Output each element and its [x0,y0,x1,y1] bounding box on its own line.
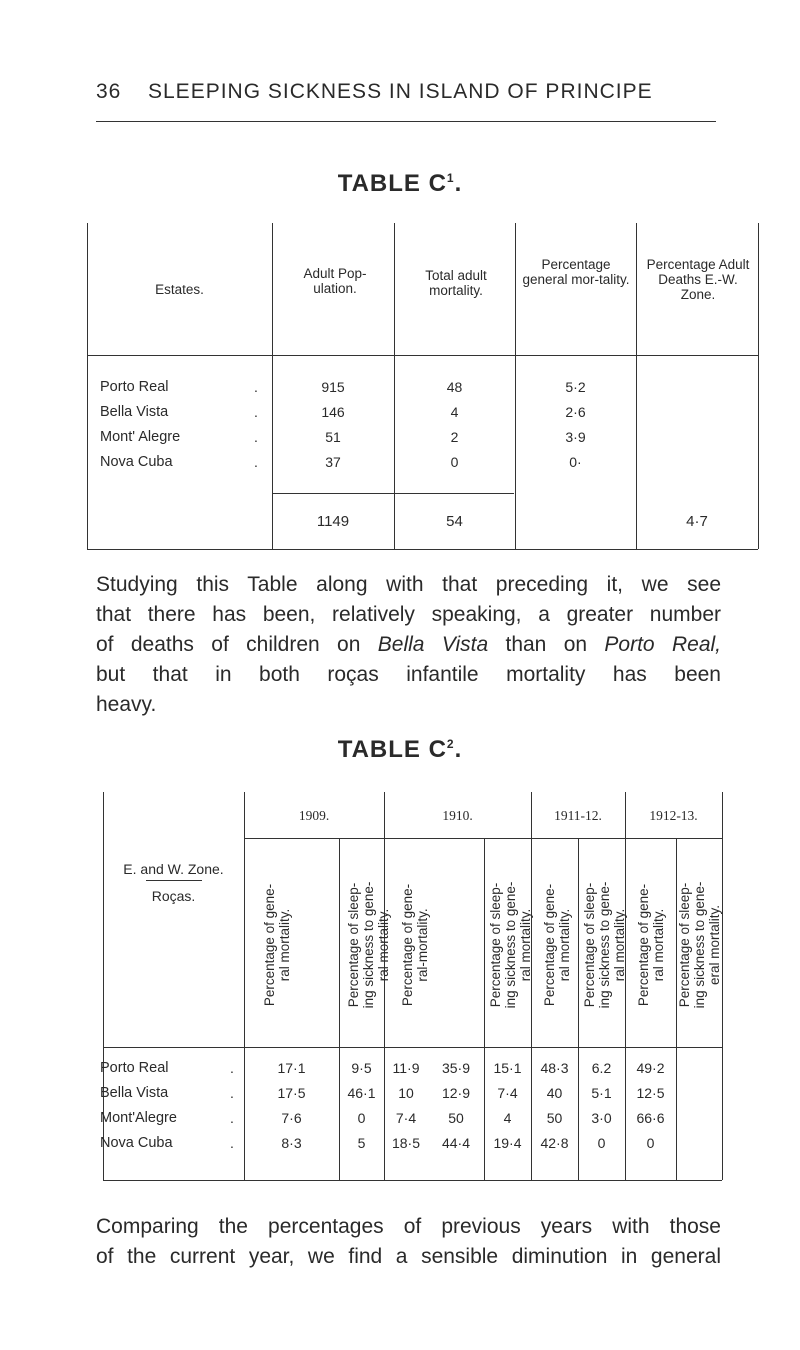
value-cell: 8·3 [281,1135,302,1151]
estate-name: Bella Vista [100,404,169,420]
pct-general-value: 3·9 [565,429,586,445]
value-cell: 17·5 [277,1085,306,1101]
paragraph-line: that there has been, relatively speaking, a greater number [96,603,721,626]
estate-name: Nova Cuba [100,454,173,470]
value-cell: 9·5 [351,1060,372,1076]
pct-general-value: 0· [569,454,582,470]
value-cell: 46·1 [347,1085,376,1101]
table1-total-rule [272,493,514,494]
value-cell: 4 [503,1110,512,1126]
paragraph-line: Studying this Table along with that preceding it, we see [96,573,721,596]
total-mortality-value: 2 [450,429,459,445]
table2-col-divider [578,838,579,1180]
leader-dot: . [230,1085,234,1101]
running-header [96,80,716,110]
value-cell: 17·1 [277,1060,306,1076]
estate-name: Mont'Alegre [100,1110,177,1126]
paragraph-line: but that in both roças infantile mortality has been [96,663,721,686]
header-rule [96,121,716,122]
value-cell: 0 [597,1135,606,1151]
total-mortality-value: 4 [450,404,459,420]
table2-col-divider [339,838,340,1180]
subheader-sleeping-sickness: Percentage of sleep- ing sickness to gene- ral mortality. [488,881,533,1009]
value-cell: 3·0 [591,1110,612,1126]
leader-dot: . [230,1060,234,1076]
estate-name: Porto Real [100,1060,169,1076]
value-cell: 18·5 [391,1135,421,1151]
value-cell: 48·3 [540,1060,569,1076]
value-cell: 49·2 [636,1060,665,1076]
year-header: 1909. [298,808,330,823]
paragraph-line: heavy. [96,693,157,716]
total-mortality-sum: 54 [446,513,463,530]
leader-dot: . [230,1110,234,1126]
subheader-general-mortality: Percentage of gene- ral mortality. [262,883,292,1007]
table1-header-total-mortality: Total adult mortality. [425,268,487,298]
estate-name: Bella Vista [100,1085,169,1101]
total-mortality-value: 0 [450,454,459,470]
value-cell: 10 [398,1085,414,1101]
paragraph-line: of the current year, we find a sensible diminution in general [96,1245,721,1268]
table2-year-rule [244,838,722,839]
table2-col-divider [484,838,485,1180]
estate-name: Porto Real [100,379,169,395]
table1-header-pct-adult-deaths: Percentage Adult Deaths E.-W. Zone. [646,257,750,302]
table1-bottom-rule [87,549,758,550]
value-cell: 0 [646,1135,655,1151]
subheader-sleeping-sickness: Percentage of sleep- ing sickness to gene- ral mortality. [346,881,391,1009]
paragraph-2 [96,1212,721,1272]
value-cell: 6.2 [591,1060,612,1076]
table2-stub-rule [146,880,202,881]
table2-stub-header: E. and W. Zone. [123,861,224,877]
pct-general-value: 2·6 [565,404,586,420]
value-cell: 19·4 [493,1135,522,1151]
value-cell: 35·9 [441,1060,471,1076]
value-cell: 15·1 [493,1060,522,1076]
paragraph-line: Comparing the percentages of previous years with those [96,1215,721,1238]
paragraph-line: of deaths of children on Bella Vista than on Porto Real, [96,633,721,656]
value-cell: 42·8 [540,1135,569,1151]
table1-header-adult-pop: Adult Pop-ulation. [303,266,367,296]
value-cell: 44·4 [441,1135,471,1151]
value-cell: 0 [357,1110,366,1126]
value-cell: 12·5 [636,1085,665,1101]
adult-pop-value: 915 [321,379,345,395]
value-cell: 7·6 [281,1110,302,1126]
page-number: 36 [96,80,122,103]
leader-dot: . [254,379,258,395]
table1-header-rule [87,355,758,356]
value-cell: 11·9 [392,1060,420,1076]
adult-pop-value: 51 [325,429,341,445]
table1-col-divider [636,223,637,549]
value-cell: 7·4 [497,1085,518,1101]
pct-general-value: 5·2 [565,379,586,395]
table1-border-left [87,223,88,549]
value-cell: 40 [546,1085,563,1101]
subheader-sleeping-sickness: Percentage of sleep- ing sickness to gene- eral mortality. [677,881,722,1009]
subheader-general-mortality: Percentage of gene- ral-mortality. [400,883,430,1007]
adult-pop-value: 37 [325,454,341,470]
total-mortality-value: 48 [446,379,463,395]
estate-name: Nova Cuba [100,1135,173,1151]
value-cell: 50 [546,1110,563,1126]
value-cell: 7·4 [395,1110,417,1126]
table2-header-rule [103,1047,722,1048]
leader-dot: . [254,404,258,420]
table2-border-right [722,792,723,1180]
table1-header-estates: Estates. [155,282,204,297]
leader-dot: . [254,429,258,445]
year-header: 1911-12. [554,808,602,823]
subheader-general-mortality: Percentage of gene- ral mortality. [636,883,666,1007]
adult-pop-value: 146 [321,404,345,420]
value-cell: 50 [448,1110,464,1126]
table1-border-right [758,223,759,549]
table2-bottom-rule [103,1180,722,1181]
year-header: 1912-13. [649,808,698,823]
table1-title: TABLE $C^1$. [337,170,463,197]
subheader-sleeping-sickness: Percentage of sleep- ing sickness to gene- ral mortality. [582,881,627,1009]
year-header: 1910. [442,808,473,823]
estate-name: Mont' Alegre [100,429,181,445]
total-adult-pop: 1149 [316,513,350,530]
value-cell: 5 [357,1135,366,1151]
subheader-general-mortality: Percentage of gene- ral mortality. [542,883,572,1007]
table1-header-pct-general: Percentage general mor-tality. [522,257,630,287]
paragraph-1 [96,570,721,720]
table2-stub-subheader: Roças. [151,888,196,904]
value-cell: 5·1 [591,1085,612,1101]
leader-dot: . [230,1135,234,1151]
table2-title: TABLE $C^2$. [337,736,463,763]
value-cell: 66·6 [636,1110,665,1126]
pct-adult-deaths-value: 4·7 [686,513,708,530]
value-cell: 12·9 [441,1085,471,1101]
running-title: SLEEPING SICKNESS IN ISLAND OF PRINCIPE [148,80,653,103]
leader-dot: . [254,454,258,470]
